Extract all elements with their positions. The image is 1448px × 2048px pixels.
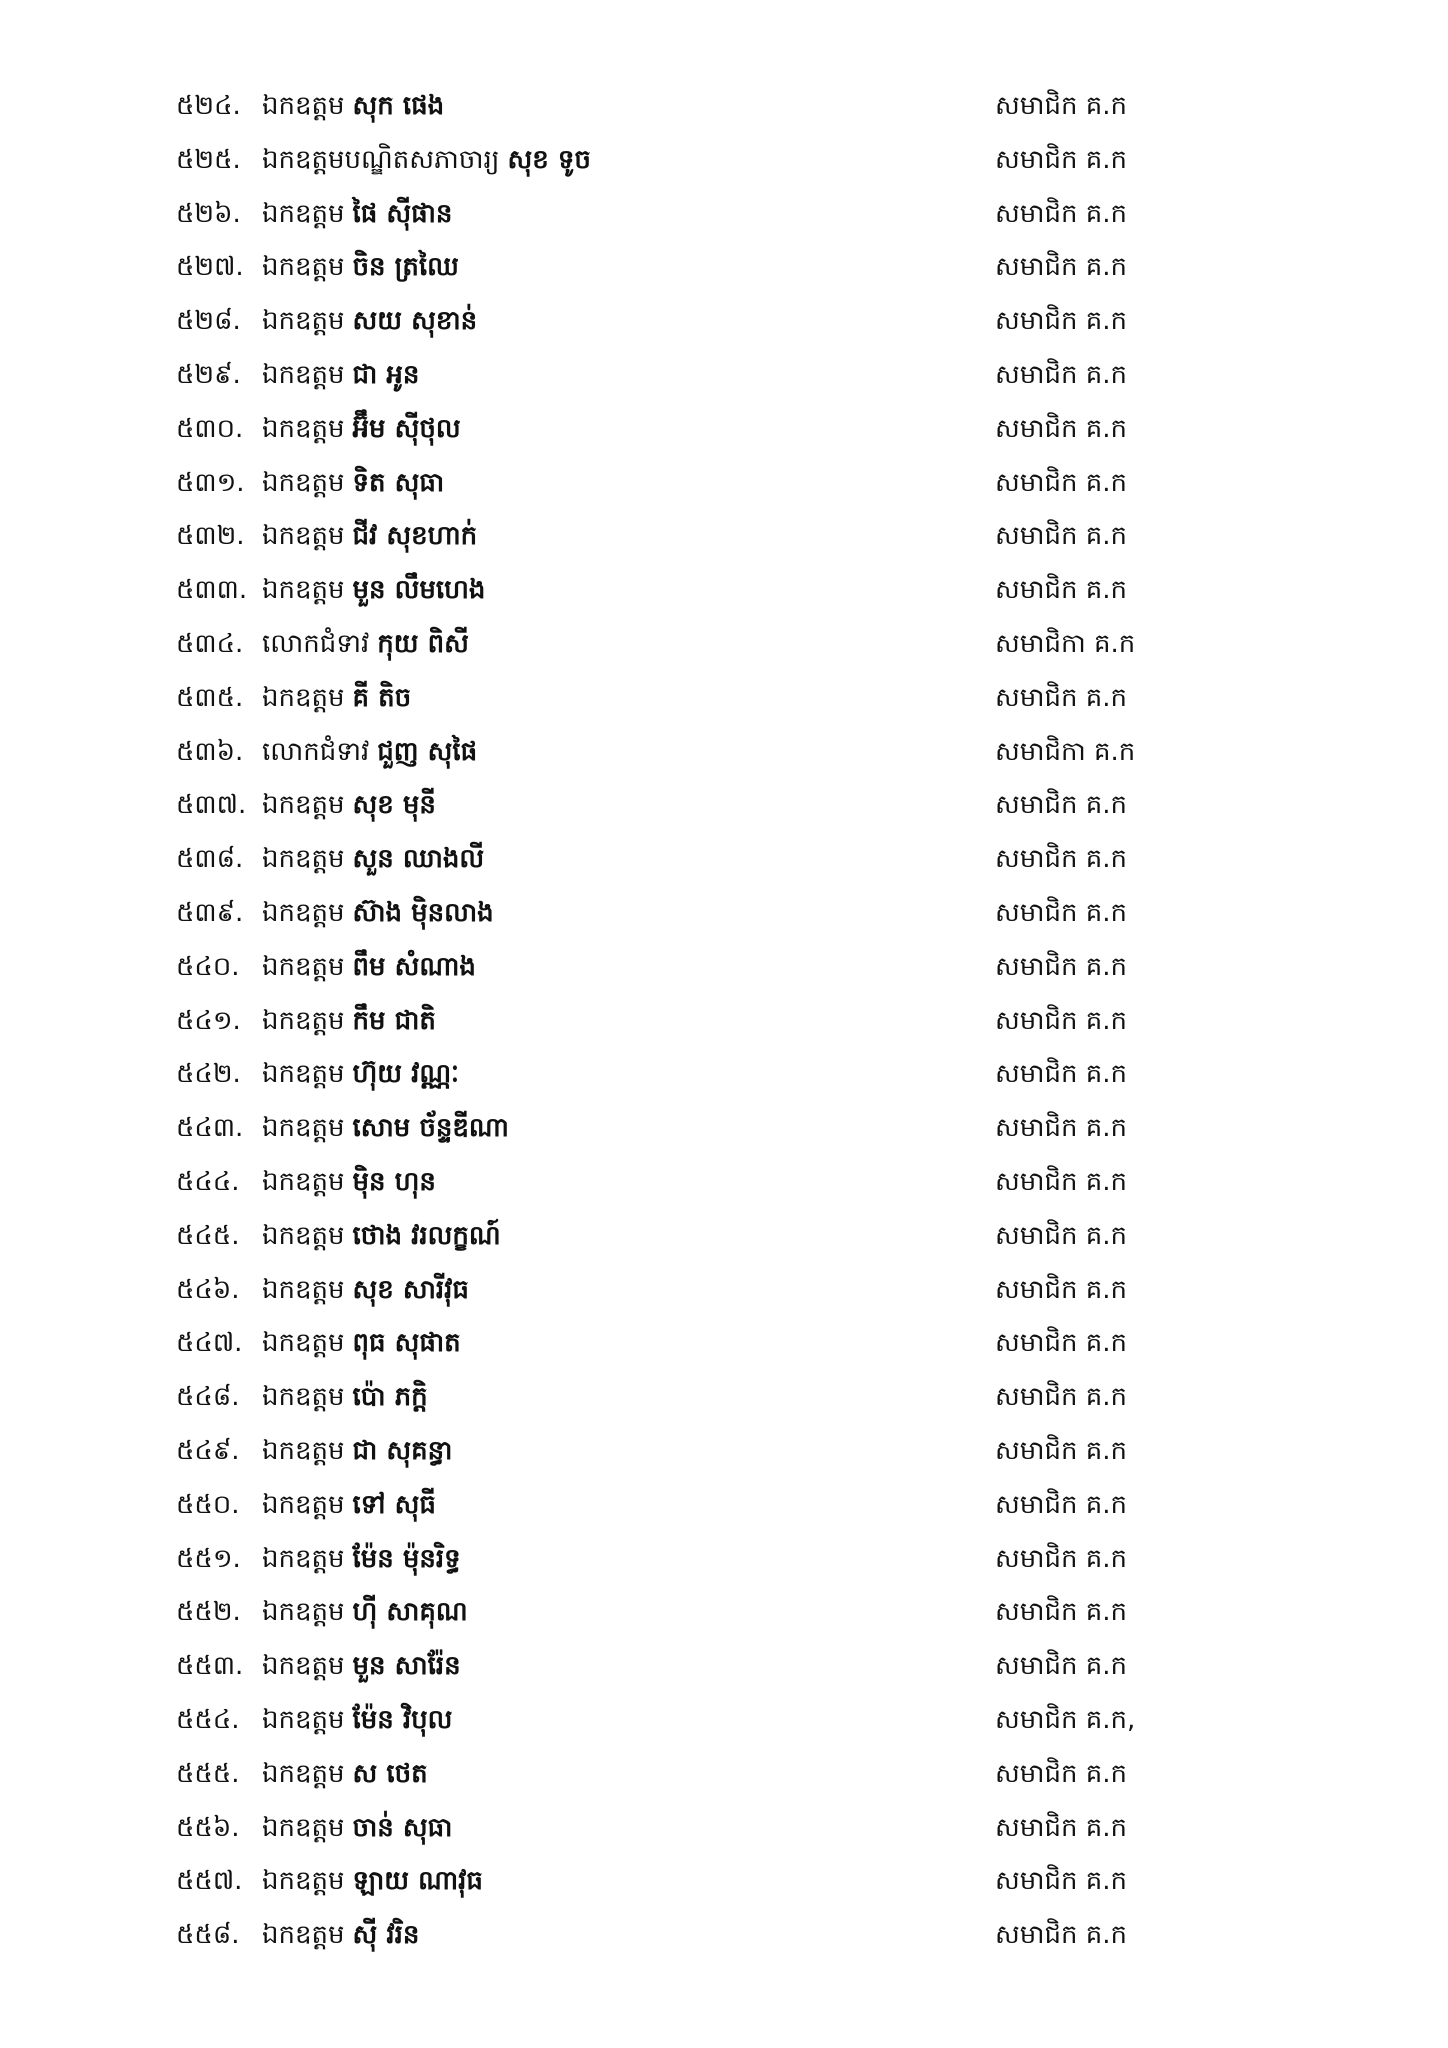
list-item bbox=[0, 1155, 1448, 1209]
entry-name: ហ៊ុយ វណ្ណៈ bbox=[352, 1059, 460, 1089]
entry-title-and-name bbox=[262, 1854, 483, 1908]
entry-number: ៥៥៧. bbox=[176, 1866, 243, 1896]
entry-honorific: ឯកឧត្តម bbox=[262, 952, 345, 982]
entry-honorific: ឯកឧត្តម bbox=[262, 575, 345, 605]
entry-role: សមាជិកា គ.ក bbox=[995, 629, 1136, 659]
entry-honorific: ឯកឧត្តម bbox=[262, 1436, 345, 1466]
entry-title-and-name bbox=[262, 1801, 452, 1855]
list-item bbox=[0, 1370, 1448, 1424]
entry-number: ៥៤៩. bbox=[176, 1436, 240, 1466]
entry-name: ចាន់ សុធា bbox=[352, 1813, 453, 1843]
entry-name: ប៉ោ ភក្តិ bbox=[352, 1382, 428, 1412]
list-item bbox=[0, 563, 1448, 617]
entry-number: ៥៣០. bbox=[176, 414, 244, 444]
entry-name: ជា អូន bbox=[352, 360, 420, 390]
entry-honorific: ឯកឧត្តម bbox=[262, 790, 345, 820]
entry-title-and-name bbox=[262, 563, 485, 617]
entry-role: សមាជិក គ.ក bbox=[995, 414, 1128, 444]
entry-name: ជួញ សុផៃ bbox=[377, 737, 478, 767]
entry-title-and-name bbox=[262, 1908, 419, 1962]
entry-role: សមាជិក គ.ក bbox=[995, 1382, 1128, 1412]
entry-name: សោម ច័ន្ទឌីណា bbox=[352, 1113, 509, 1143]
entry-number: ៥៣៣. bbox=[176, 575, 248, 605]
list-item bbox=[0, 133, 1448, 187]
entry-honorific: លោកជំទាវ bbox=[262, 737, 370, 767]
entry-honorific: ឯកឧត្តម bbox=[262, 252, 345, 282]
entry-number: ៥៥៤. bbox=[176, 1705, 240, 1735]
list-item bbox=[0, 1639, 1448, 1693]
entry-title-and-name bbox=[262, 402, 461, 456]
entry-number: ៥៤៨. bbox=[176, 1382, 240, 1412]
entry-name: ផៃ ស៊ីផាន bbox=[352, 199, 453, 229]
list-item bbox=[0, 348, 1448, 402]
entry-title-and-name bbox=[262, 994, 436, 1048]
entry-name: ពឹម សំណាង bbox=[352, 952, 476, 982]
entry-title-and-name bbox=[262, 1209, 501, 1263]
entry-title-and-name bbox=[262, 671, 411, 725]
entry-honorific: ឯកឧត្តម bbox=[262, 1275, 345, 1305]
entry-role: សមាជិក គ.ក bbox=[995, 1113, 1128, 1143]
entry-number: ៥៥០. bbox=[176, 1490, 240, 1520]
entry-title-and-name bbox=[262, 940, 476, 994]
entry-title-and-name bbox=[262, 509, 477, 563]
entry-role: សមាជិក គ.ក bbox=[995, 1544, 1128, 1574]
entry-role: សមាជិក គ.ក bbox=[995, 468, 1128, 498]
list-item bbox=[0, 1854, 1448, 1908]
entry-role: សមាជិក គ.ក bbox=[995, 1059, 1128, 1089]
entry-honorific: ឯកឧត្តម bbox=[262, 1167, 345, 1197]
entry-honorific: ឯកឧត្តម bbox=[262, 1705, 345, 1735]
entry-title-and-name bbox=[262, 1316, 461, 1370]
entry-honorific: ឯកឧត្តម bbox=[262, 1328, 345, 1358]
entry-role: សមាជិក គ.ក bbox=[995, 952, 1128, 982]
entry-honorific: ឯកឧត្តម bbox=[262, 1920, 345, 1950]
entry-role: សមាជិក គ.ក bbox=[995, 1866, 1128, 1896]
entry-title-and-name bbox=[262, 725, 477, 779]
entry-number: ៥២៦. bbox=[176, 199, 241, 229]
entry-title-and-name bbox=[262, 187, 452, 241]
entry-number: ៥៣៦. bbox=[176, 737, 244, 767]
entry-honorific: ឯកឧត្តម bbox=[262, 1113, 345, 1143]
list-item bbox=[0, 456, 1448, 510]
entry-honorific: ឯកឧត្តម bbox=[262, 1866, 345, 1896]
entry-number: ៥៣៧. bbox=[176, 790, 247, 820]
entry-name: ជា សុគន្ធា bbox=[352, 1436, 453, 1466]
entry-name: ទៅ សុធី bbox=[352, 1490, 436, 1520]
entry-role: សមាជិក គ.ក bbox=[995, 1490, 1128, 1520]
entry-role: សមាជិក គ.ក bbox=[995, 790, 1128, 820]
entry-title-and-name bbox=[262, 1101, 509, 1155]
entry-title-and-name bbox=[262, 1370, 428, 1424]
entry-role: សមាជិក គ.ក bbox=[995, 1597, 1128, 1627]
entry-number: ៥៤៥. bbox=[176, 1221, 240, 1251]
entry-number: ៥៥១. bbox=[176, 1544, 241, 1574]
entry-name: ចិន ត្រឈៃ bbox=[352, 252, 459, 282]
entry-role: សមាជិក គ.ក bbox=[995, 199, 1128, 229]
entry-honorific: ឯកឧត្តម bbox=[262, 199, 345, 229]
entry-number: ៥៤៣. bbox=[176, 1113, 244, 1143]
list-item bbox=[0, 509, 1448, 563]
entry-role: សមាជិកា គ.ក bbox=[995, 737, 1136, 767]
entry-name: សុក ផេង bbox=[352, 91, 445, 121]
entry-title-and-name bbox=[262, 1155, 436, 1209]
entry-name: កុយ ពិសី bbox=[377, 629, 469, 659]
entry-honorific: ឯកឧត្តម bbox=[262, 306, 345, 336]
entry-role: សមាជិក គ.ក bbox=[995, 1006, 1128, 1036]
entry-title-and-name bbox=[262, 617, 469, 671]
entry-name: មួន សារ៉ែន bbox=[352, 1651, 461, 1681]
list-item bbox=[0, 832, 1448, 886]
entry-honorific: ឯកឧត្តម bbox=[262, 1006, 345, 1036]
entry-role: សមាជិក គ.ក bbox=[995, 1275, 1128, 1305]
entry-role: សមាជិក គ.ក bbox=[995, 91, 1128, 121]
entry-name: ស ថេត bbox=[352, 1759, 428, 1789]
entry-honorific: ឯកឧត្តម bbox=[262, 360, 345, 390]
list-item bbox=[0, 725, 1448, 779]
entry-number: ៥៣២. bbox=[176, 521, 245, 551]
list-item bbox=[0, 1316, 1448, 1370]
entry-title-and-name bbox=[262, 1478, 436, 1532]
entry-role: សមាជិក គ.ក bbox=[995, 1167, 1128, 1197]
list-item bbox=[0, 240, 1448, 294]
list-item bbox=[0, 79, 1448, 133]
entry-number: ៥៤១. bbox=[176, 1006, 241, 1036]
entry-number: ៥៤៦. bbox=[176, 1275, 240, 1305]
entry-number: ៥៣៤. bbox=[176, 629, 244, 659]
entry-honorific: ឯកឧត្តម bbox=[262, 1597, 345, 1627]
entry-name: ទិត សុធា bbox=[352, 468, 445, 498]
entry-honorific: ឯកឧត្តម bbox=[262, 1059, 345, 1089]
entry-role: សមាជិក គ.ក bbox=[995, 1436, 1128, 1466]
entry-honorific: ឯកឧត្តម bbox=[262, 1490, 345, 1520]
entry-number: ៥៣៩. bbox=[176, 898, 244, 928]
entry-role: សមាជិក គ.ក bbox=[995, 1813, 1128, 1843]
list-item bbox=[0, 1747, 1448, 1801]
entry-title-and-name bbox=[262, 1424, 452, 1478]
entry-role: សមាជិក គ.ក bbox=[995, 306, 1128, 336]
entry-title-and-name bbox=[262, 1585, 468, 1639]
entry-role: សមាជិក គ.ក bbox=[995, 1328, 1128, 1358]
list-item bbox=[0, 1424, 1448, 1478]
entry-title-and-name bbox=[262, 832, 484, 886]
entry-name: សុខ មុនី bbox=[352, 790, 436, 820]
entry-role: សមាជិក គ.ក bbox=[995, 1221, 1128, 1251]
entry-honorific: ឯកឧត្តម bbox=[262, 1544, 345, 1574]
entry-number: ៥៤០. bbox=[176, 952, 240, 982]
entry-number: ៥២៨. bbox=[176, 306, 241, 336]
entry-honorific: ឯកឧត្តម bbox=[262, 1759, 345, 1789]
entry-title-and-name bbox=[262, 348, 419, 402]
entry-name: ម៉ិន ហុន bbox=[352, 1167, 436, 1197]
entry-honorific: ឯកឧត្តម bbox=[262, 844, 345, 874]
entry-honorific: ឯកឧត្តម bbox=[262, 468, 345, 498]
list-item bbox=[0, 940, 1448, 994]
entry-role: សមាជិក គ.ក bbox=[995, 1651, 1128, 1681]
entry-name: សុខ ទូច bbox=[507, 145, 591, 175]
entry-title-and-name bbox=[262, 778, 436, 832]
entry-role: សមាជិក គ.ក, bbox=[995, 1705, 1136, 1735]
entry-honorific: ឯកឧត្តម bbox=[262, 1651, 345, 1681]
entry-name: ម៉ែន វិបុល bbox=[352, 1705, 453, 1735]
entry-title-and-name bbox=[262, 133, 591, 187]
entry-role: សមាជិក គ.ក bbox=[995, 1920, 1128, 1950]
entry-role: សមាជិក គ.ក bbox=[995, 521, 1128, 551]
entry-role: សមាជិក គ.ក bbox=[995, 898, 1128, 928]
entry-number: ៥៤២. bbox=[176, 1059, 241, 1089]
list-item bbox=[0, 294, 1448, 348]
entry-number: ៥៣៥. bbox=[176, 683, 244, 713]
entry-role: សមាជិក គ.ក bbox=[995, 844, 1128, 874]
entry-number: ៥៤៧. bbox=[176, 1328, 243, 1358]
list-item bbox=[0, 402, 1448, 456]
list-item bbox=[0, 1585, 1448, 1639]
list-item bbox=[0, 187, 1448, 241]
entry-role: សមាជិក គ.ក bbox=[995, 575, 1128, 605]
list-item bbox=[0, 994, 1448, 1048]
entry-title-and-name bbox=[262, 1747, 428, 1801]
entry-honorific: ឯកឧត្តមបណ្ឌិតសភាចារ្យ bbox=[262, 145, 500, 175]
entry-number: ៥៥៣. bbox=[176, 1651, 244, 1681]
list-item bbox=[0, 617, 1448, 671]
entry-name: ម៉ែន ម៉ុនរិទ្ធ bbox=[352, 1544, 461, 1574]
entry-honorific: ឯកឧត្តម bbox=[262, 521, 345, 551]
entry-name: សយ សុខាន់ bbox=[352, 306, 478, 336]
entry-role: សមាជិក គ.ក bbox=[995, 1759, 1128, 1789]
list-item bbox=[0, 1047, 1448, 1101]
entry-number: ៥២៤. bbox=[176, 91, 241, 121]
entry-honorific: ឯកឧត្តម bbox=[262, 683, 345, 713]
entry-number: ៥២៩. bbox=[176, 360, 241, 390]
entry-number: ៥៣១. bbox=[176, 468, 245, 498]
entry-title-and-name bbox=[262, 1532, 461, 1586]
entry-honorific: ឯកឧត្តម bbox=[262, 1221, 345, 1251]
entry-number: ៥៥៨. bbox=[176, 1920, 240, 1950]
list-item bbox=[0, 1263, 1448, 1317]
entry-name: ស៊ាង ម៉ិនលាង bbox=[352, 898, 494, 928]
entry-name: សួន ឈាងលី bbox=[352, 844, 485, 874]
entry-title-and-name bbox=[262, 456, 444, 510]
entry-name: សុខ សារីវុធ bbox=[352, 1275, 469, 1305]
list-item bbox=[0, 1908, 1448, 1962]
entry-name: មួន លឹមហេង bbox=[352, 575, 486, 605]
entry-title-and-name bbox=[262, 1693, 452, 1747]
entry-title-and-name bbox=[262, 886, 494, 940]
entry-name: ឡាយ ណាវុធ bbox=[352, 1866, 483, 1896]
entry-number: ៥៥២. bbox=[176, 1597, 241, 1627]
entry-honorific: ឯកឧត្តម bbox=[262, 414, 345, 444]
entry-number: ៥៥៦. bbox=[176, 1813, 240, 1843]
entry-name: កឹម ជាតិ bbox=[352, 1006, 436, 1036]
entry-name: ស៊ី វរិន bbox=[352, 1920, 420, 1950]
list-item bbox=[0, 1209, 1448, 1263]
entry-title-and-name bbox=[262, 240, 459, 294]
entry-honorific: ឯកឧត្តម bbox=[262, 91, 345, 121]
list-item bbox=[0, 671, 1448, 725]
entry-number: ៥៥៥. bbox=[176, 1759, 240, 1789]
entry-number: ៥៣៨. bbox=[176, 844, 244, 874]
entry-honorific: ឯកឧត្តម bbox=[262, 898, 345, 928]
entry-honorific: ឯកឧត្តម bbox=[262, 1382, 345, 1412]
entry-role: សមាជិក គ.ក bbox=[995, 252, 1128, 282]
entry-number: ៥៤៤. bbox=[176, 1167, 240, 1197]
entry-title-and-name bbox=[262, 294, 477, 348]
entry-role: សមាជិក គ.ក bbox=[995, 145, 1128, 175]
entry-role: សមាជិក គ.ក bbox=[995, 683, 1128, 713]
entry-title-and-name bbox=[262, 1047, 459, 1101]
entry-title-and-name bbox=[262, 79, 444, 133]
list-item bbox=[0, 1801, 1448, 1855]
list-item bbox=[0, 886, 1448, 940]
entry-name: ថោង វរលក្ខណ៍ bbox=[352, 1221, 501, 1251]
entry-number: ៥២៥. bbox=[176, 145, 241, 175]
entry-name: ជីវ សុខហាក់ bbox=[352, 521, 478, 551]
entry-title-and-name bbox=[262, 1639, 461, 1693]
list-item bbox=[0, 1532, 1448, 1586]
entry-title-and-name bbox=[262, 1263, 469, 1317]
entry-honorific: លោកជំទាវ bbox=[262, 629, 370, 659]
entry-number: ៥២៧. bbox=[176, 252, 244, 282]
list-item bbox=[0, 1693, 1448, 1747]
entry-name: អ៊ឹម ស៊ីថុល bbox=[352, 414, 461, 444]
entry-name: គី តិច bbox=[352, 683, 412, 713]
entry-name: ពុធ សុផាត bbox=[352, 1328, 461, 1358]
entry-name: ហ៊ី សាគុណ bbox=[352, 1597, 468, 1627]
entry-role: សមាជិក គ.ក bbox=[995, 360, 1128, 390]
list-item bbox=[0, 1478, 1448, 1532]
list-item bbox=[0, 778, 1448, 832]
entry-honorific: ឯកឧត្តម bbox=[262, 1813, 345, 1843]
list-item bbox=[0, 1101, 1448, 1155]
